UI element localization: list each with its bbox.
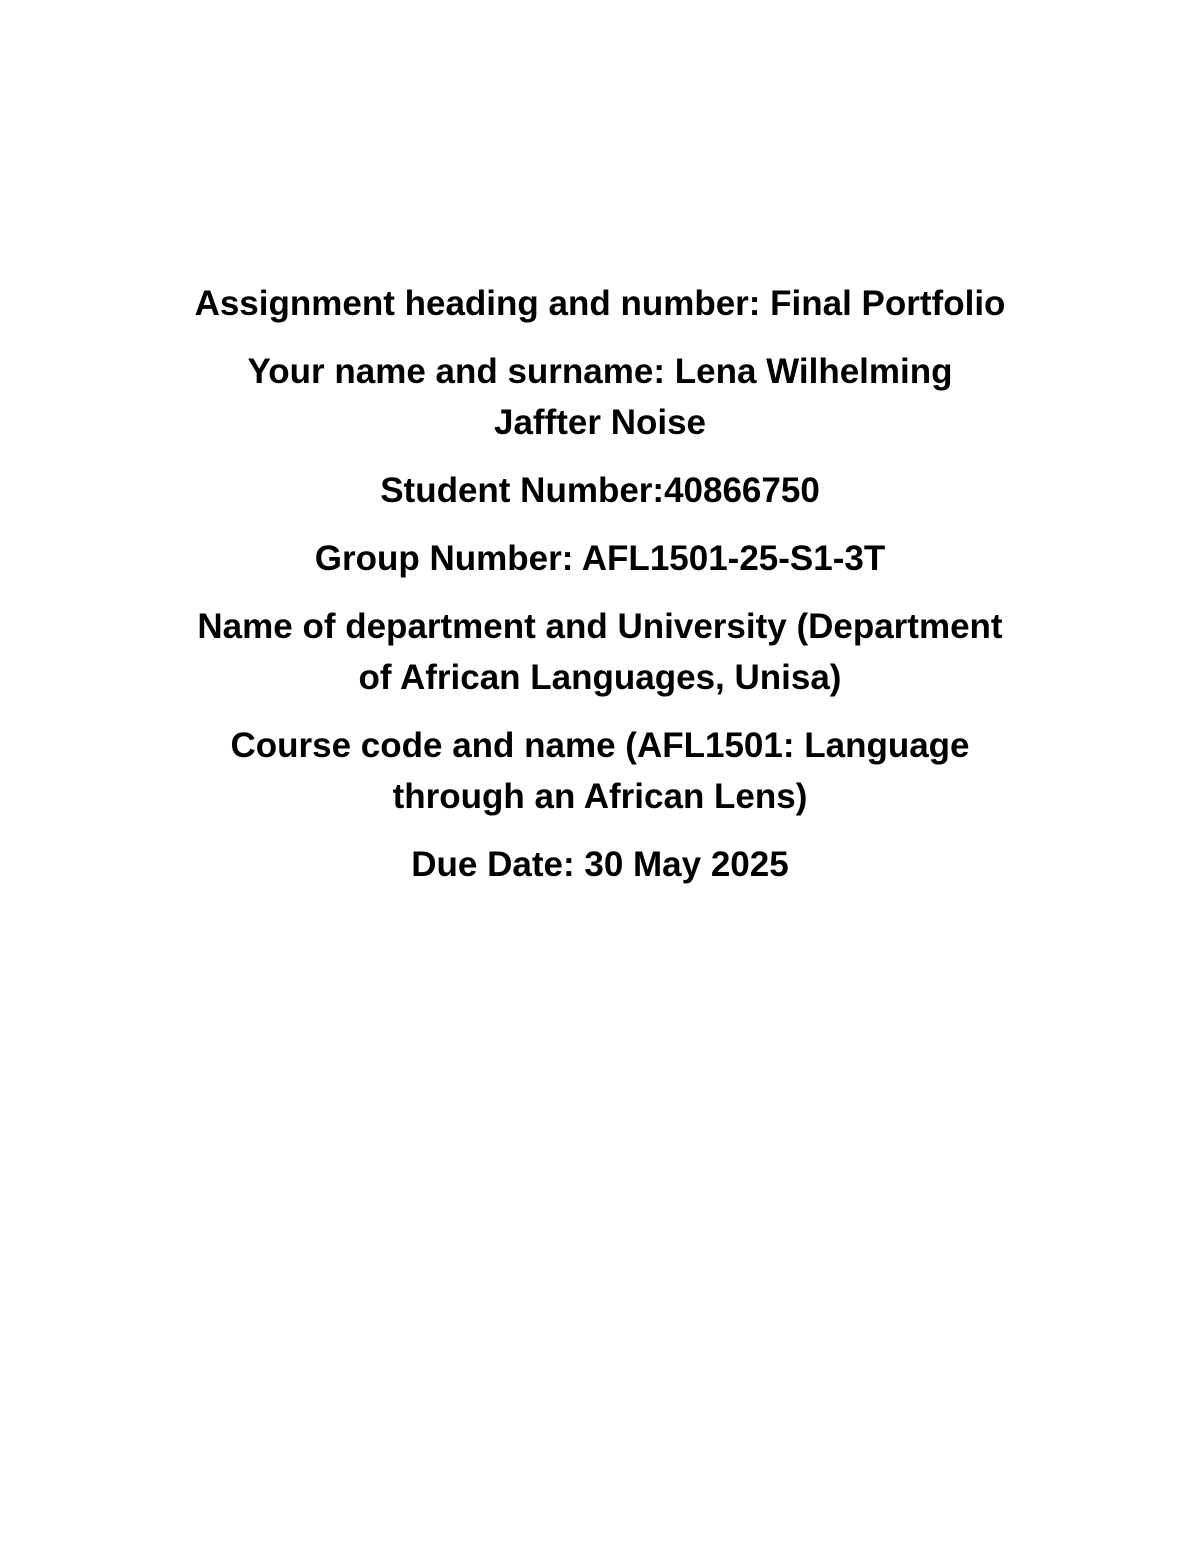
department-line-1: Name of department and University (Department — [197, 607, 1003, 646]
assignment-heading-text: Assignment heading and number: Final Portfolio — [194, 284, 1006, 323]
student-name-line-2: Jaffter Noise — [493, 403, 707, 442]
assignment-heading — [130, 278, 1070, 329]
student-number — [130, 465, 1070, 516]
department-university — [130, 601, 1070, 703]
group-number-text: Group Number: AFL1501-25-S1-3T — [314, 539, 886, 578]
due-date-text: Due Date: 30 May 2025 — [411, 845, 789, 884]
group-number — [130, 533, 1070, 584]
course-line-1: Course code and name (AFL1501: Language — [230, 726, 970, 765]
department-line-2: of African Languages, Unisa) — [358, 658, 842, 697]
cover-page — [130, 278, 1070, 890]
student-name-line-1: Your name and surname: Lena Wilhelming — [247, 352, 953, 391]
course-line-2: through an African Lens) — [392, 777, 808, 816]
student-name — [130, 346, 1070, 448]
due-date — [130, 839, 1070, 890]
student-number-text: Student Number:40866750 — [380, 471, 820, 510]
course-code-name — [130, 720, 1070, 822]
